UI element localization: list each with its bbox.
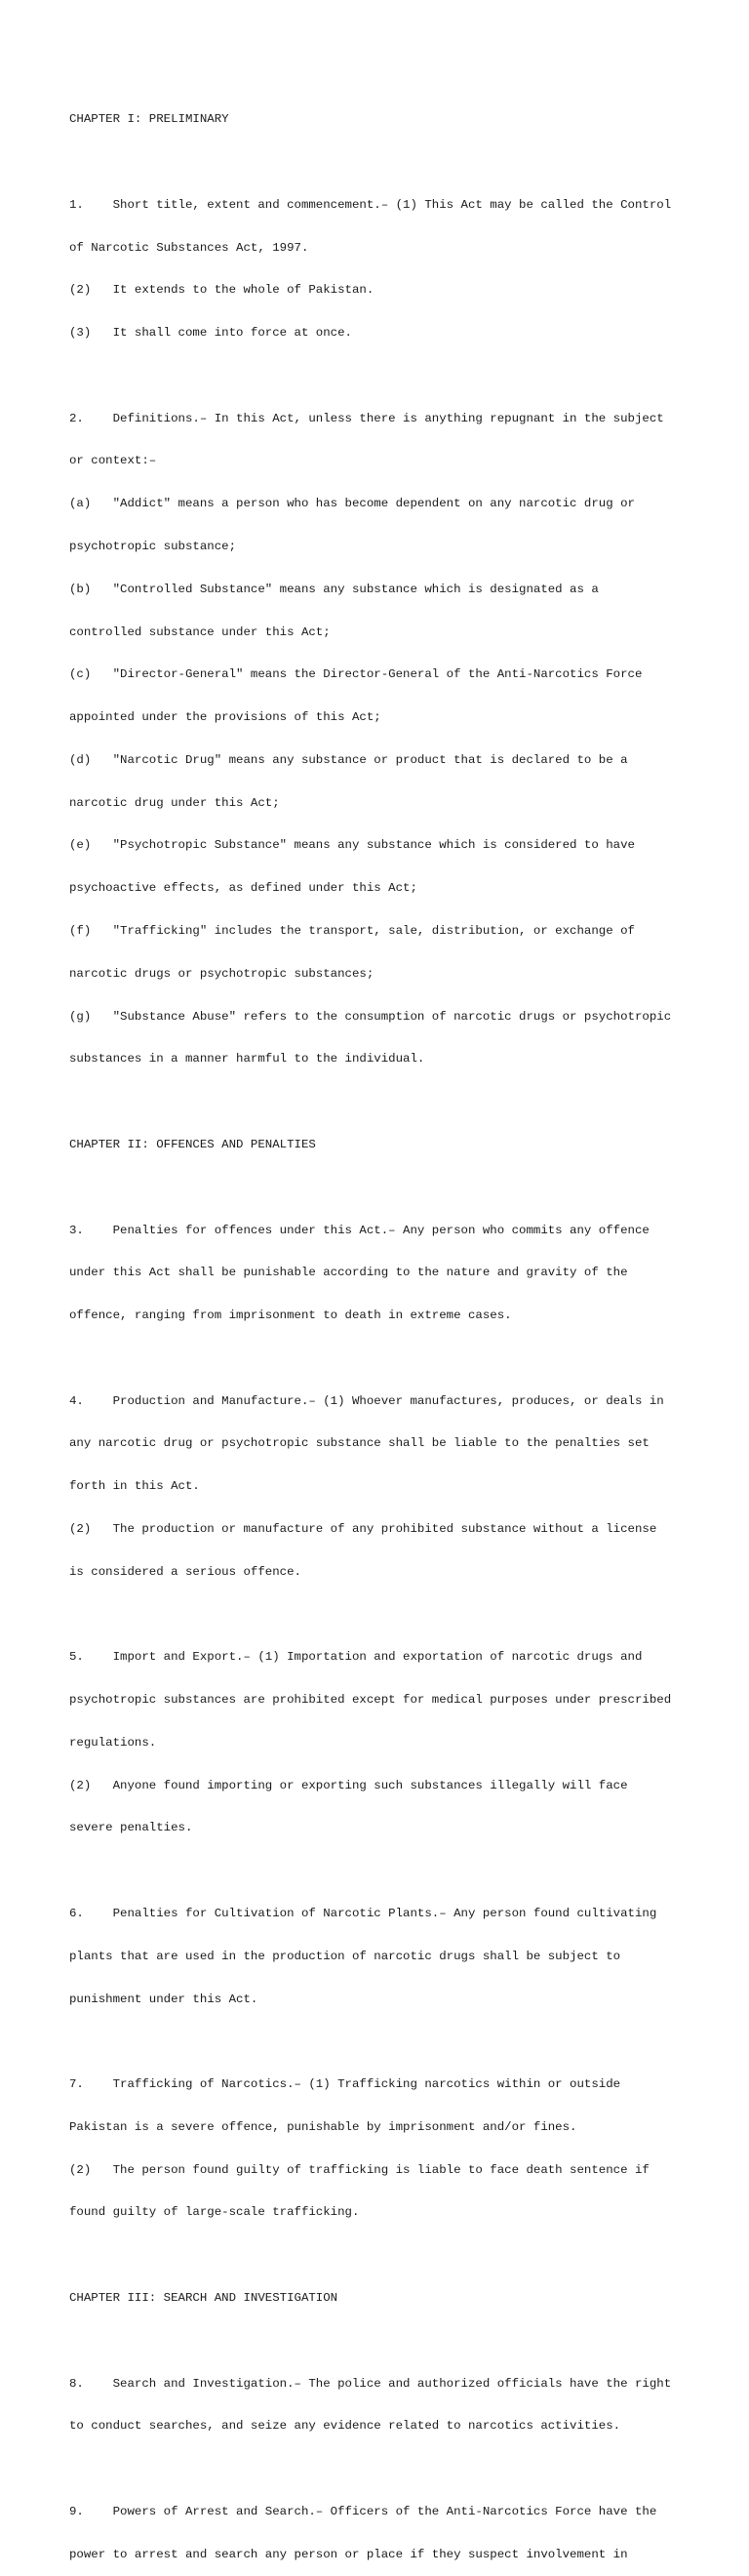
section-line: offence, ranging from imprisonment to death in extreme cases. [69, 1308, 512, 1323]
definition-line: controlled substance under this Act; [69, 624, 331, 639]
definition-line: (e) "Psychotropic Substance" means any substance which is considered to have [69, 838, 635, 853]
section-line: 2. Definitions.– In this Act, unless there is anything repugnant in the subject [69, 411, 664, 425]
definition-line: narcotic drugs or psychotropic substances; [69, 966, 374, 981]
definition-line: (a) "Addict" means a person who has become dependent on any narcotic drug or [69, 497, 635, 511]
section-line: 4. Production and Manufacture.– (1) Whoever manufactures, produces, or deals in [69, 1393, 664, 1408]
section-line: 6. Penalties for Cultivation of Narcotic Plants.– Any person found cultivating [69, 1907, 657, 1920]
section-line: 5. Import and Export.– (1) Importation and exportation of narcotic drugs and [69, 1650, 643, 1665]
blank-line [69, 2034, 693, 2049]
chapter-heading: CHAPTER I: PRELIMINARY [69, 112, 229, 127]
blank-line [69, 2248, 693, 2263]
definition-line: (d) "Narcotic Drug" means any substance or product that is declared to be a [69, 752, 628, 767]
definition-line: appointed under the provisions of this Act; [69, 710, 381, 725]
section-line: plants that are used in the production of narcotic drugs shall be subject to [69, 1949, 621, 1963]
section-line: (3) It shall come into force at once. [69, 326, 352, 341]
section-line: of Narcotic Substances Act, 1997. [69, 240, 309, 255]
document-body [69, 84, 693, 2576]
section-line: 3. Penalties for offences under this Act.– Any person who commits any offence [69, 1223, 650, 1237]
chapter-heading: CHAPTER III: SEARCH AND INVESTIGATION [69, 2291, 338, 2306]
blank-line [69, 1608, 693, 1623]
section-line: found guilty of large-scale trafficking. [69, 2205, 360, 2220]
section-line: 9. Powers of Arrest and Search.– Officers of the Anti-Narcotics Force have the [69, 2504, 657, 2518]
blank-line [69, 2462, 693, 2476]
blank-line [69, 1864, 693, 1878]
definition-line: narcotic drug under this Act; [69, 795, 280, 810]
section-line: 1. Short title, extent and commencement.– (1) This Act may be called the Control [69, 197, 672, 212]
chapter-heading: CHAPTER II: OFFENCES AND PENALTIES [69, 1137, 316, 1151]
section-line: 8. Search and Investigation.– The police and authorized officials have the right [69, 2376, 672, 2391]
section-line: severe penalties. [69, 1821, 193, 1835]
definition-line: (f) "Trafficking" includes the transport, sale, distribution, or exchange of [69, 924, 635, 939]
definition-line: (g) "Substance Abuse" refers to the consumption of narcotic drugs or psychotropic [69, 1009, 672, 1024]
section-line: or context:– [69, 454, 157, 468]
section-line: any narcotic drug or psychotropic substance shall be liable to the penalties set [69, 1436, 650, 1451]
blank-line [69, 1095, 693, 1109]
blank-line [69, 1181, 693, 1195]
section-line: forth in this Act. [69, 1479, 200, 1494]
definition-line: psychotropic substance; [69, 540, 237, 553]
definition-line: (b) "Controlled Substance" means any substance which is designated as a [69, 582, 599, 596]
blank-line [69, 2334, 693, 2349]
section-line: punishment under this Act. [69, 1992, 258, 2006]
section-line: (2) The production or manufacture of any prohibited substance without a license [69, 1521, 657, 1536]
definition-line: substances in a manner harmful to the individual. [69, 1052, 425, 1067]
section-line: is considered a serious offence. [69, 1564, 301, 1579]
section-line: (2) Anyone found importing or exporting such substances illegally will face [69, 1778, 628, 1792]
section-line: under this Act shall be punishable according to the nature and gravity of the [69, 1266, 628, 1280]
section-line: (2) The person found guilty of trafficking is liable to face death sentence if [69, 2162, 650, 2177]
section-line: power to arrest and search any person or place if they suspect involvement in [69, 2547, 628, 2561]
section-line: (2) It extends to the whole of Pakistan. [69, 283, 374, 298]
section-line: psychotropic substances are prohibited except for medical purposes under prescribed [69, 1693, 672, 1708]
section-line: regulations. [69, 1735, 157, 1750]
definition-line: psychoactive effects, as defined under this Act; [69, 881, 417, 896]
blank-line [69, 1351, 693, 1366]
section-line: to conduct searches, and seize any evidence related to narcotics activities. [69, 2419, 621, 2434]
blank-line [69, 369, 693, 383]
definition-line: (c) "Director-General" means the Director-General of the Anti-Narcotics Force [69, 667, 643, 682]
section-line: Pakistan is a severe offence, punishable by imprisonment and/or fines. [69, 2119, 577, 2134]
section-line: 7. Trafficking of Narcotics.– (1) Trafficking narcotics within or outside [69, 2077, 621, 2092]
blank-line [69, 155, 693, 170]
